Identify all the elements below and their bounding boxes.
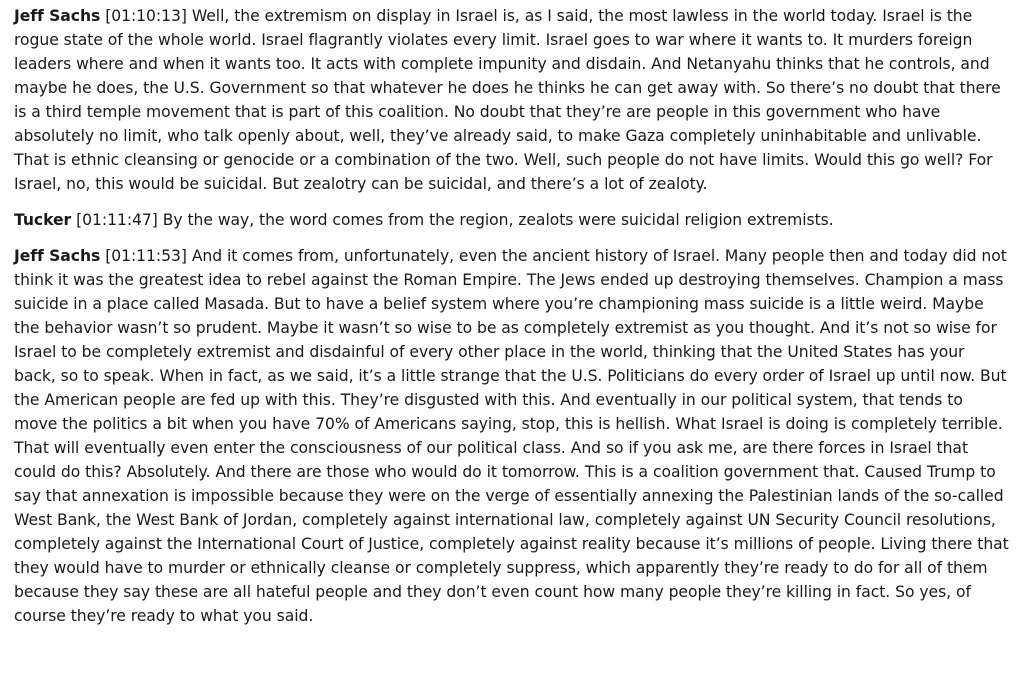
timestamp: [01:11:47] xyxy=(76,211,158,229)
transcript-entry xyxy=(14,244,1010,628)
entry-text: Well, the extremism on display in Israel is, as I said, the most lawless in the world today. Israel is the rogue state of the whole world. Israel flagrantly violates every limit. Israel goes to war where it wants to. It murders foreign leaders where and when it wants too. It acts with complete impunity and disdain. And Netanyahu thinks that he controls, and maybe he does, the U.S. Government so that whatever he does he thinks he can get away with. So there’s no doubt that there is a third temple movement that is part of this coalition. No doubt that they’re are people in this government who have absolutely no limit, who talk openly about, well, they’ve already said, to make Gaza completely uninhabitable and unlivable. That is ethnic cleansing or genocide or a combination of the two. Well, such people do not have limits. Would this go well? For Israel, no, this would be suicidal. But zealotry can be suicidal, and there’s a lot of zealoty. xyxy=(14,7,1001,193)
speaker-name: Jeff Sachs xyxy=(14,7,101,25)
entry-text: By the way, the word comes from the region, zealots were suicidal religion extremists. xyxy=(162,211,834,229)
transcript-entry xyxy=(14,4,1010,196)
timestamp: [01:10:13] xyxy=(105,7,187,25)
timestamp: [01:11:53] xyxy=(105,247,187,265)
entry-text: And it comes from, unfortunately, even the ancient history of Israel. Many people then and today did not think it was the greatest idea to rebel against the Roman Empire. The Jews ended up destroying themselves. Champion a mass suicide in a place called Masada. But to have a belief system where you’re championing mass suicide is a little weird. Maybe the behavior wasn’t so prudent. Maybe it wasn’t so wise to be as completely extremist as you thought. And it’s not so wise for Israel to be completely extremist and disdainful of every other place in the world, thinking that the United States has your back, so to speak. When in fact, as we said, it’s a little strange that the U.S. Politicians do every order of Israel up until now. But the American people are fed up with this. They’re disgusted with this. And eventually in our political system, that tends to move the politics a bit when you have 70% of Americans saying, stop, this is hellish. What Israel is doing is completely terrible. That will eventually even enter the consciousness of our political class. And so if you ask me, are there forces in Israel that could do this? Absolutely. And there are those who would do it tomorrow. This is a coalition government that. Caused Trump to say that annexation is impossible because they were on the verge of essentially annexing the Palestinian lands of the so-called West Bank, the West Bank of Jordan, completely against international law, completely against UN Security Council resolutions, completely against the International Court of Justice, completely against reality because it’s millions of people. Living there that they would have to murder or ethnically cleanse or completely suppress, which apparently they’re ready to do for all of them because they say these are all hateful people and they don’t even count how many people they’re killing in fact. So yes, of course they’re ready to what you said. xyxy=(14,247,1009,625)
transcript-entry xyxy=(14,208,1010,232)
speaker-name: Tucker xyxy=(14,211,72,229)
speaker-name: Jeff Sachs xyxy=(14,247,101,265)
